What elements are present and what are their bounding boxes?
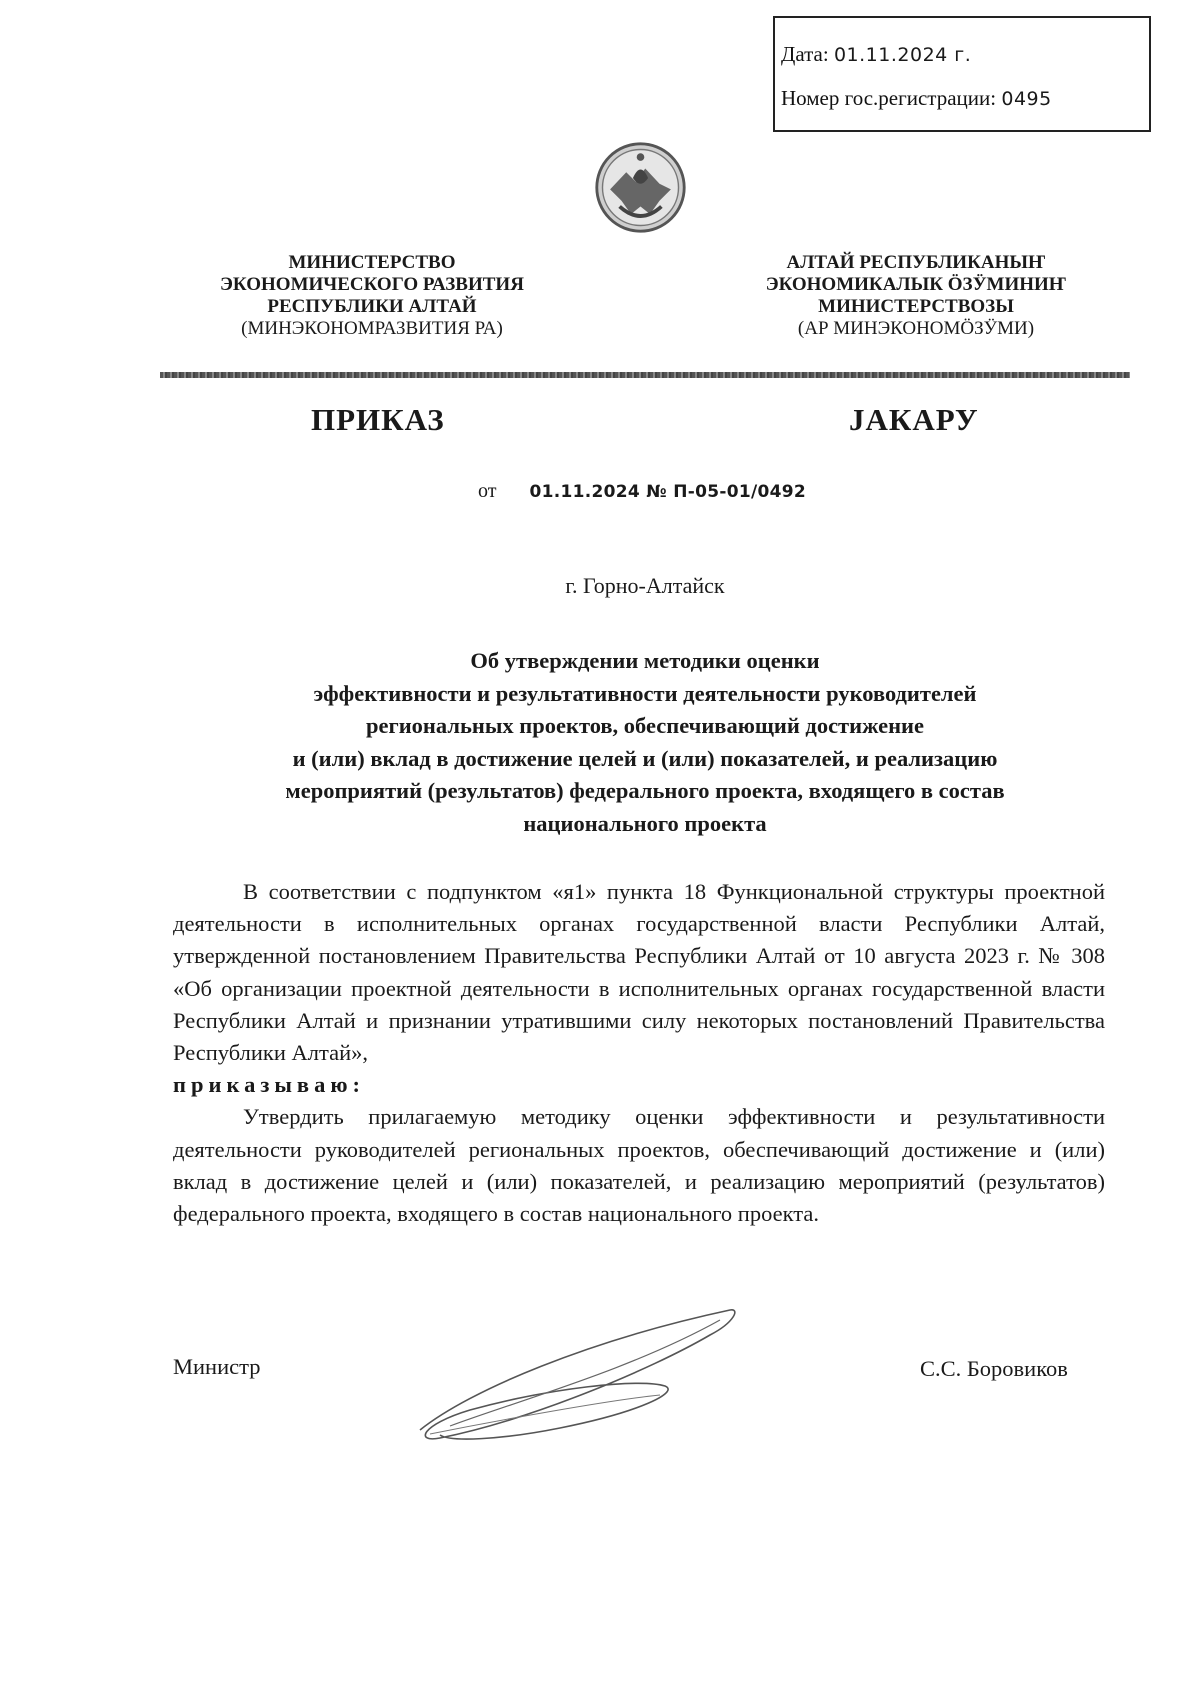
order-date-number <box>478 480 806 503</box>
ministry-header-left-line-1: МИНИСТЕРСТВО <box>288 252 456 273</box>
body-paragraph-1: В соответствии с подпунктом «я1» пункта 18 Функциональной структуры проектной деятельности в исполнительных органах государственной власти Республики Алтай, утвержденной постановлением Правительства Республики Алтай от 10 августа 2023 г. № 308 «Об организации проектной деятельности в исполнительных органах государственной власти Республики Алтай и признании утратившими силу некоторых постановлений Правительства Республики Алтай», <box>173 879 1105 1066</box>
ministry-header-left-line-3: РЕСПУБЛИКИ АЛТАЙ <box>267 296 477 317</box>
ministry-header-right-line-3: МИНИСТЕРСТВОЗЫ <box>818 296 1014 317</box>
order-number: 01.11.2024 № П-05-01/0492 <box>529 482 806 502</box>
city-line: г. Горно-Алтайск <box>565 573 725 598</box>
registration-number-value: 0495 <box>1001 88 1052 110</box>
title-line-2: эффективности и результативности деятельности руководителей <box>313 680 977 706</box>
signer-role: Министр <box>173 1354 261 1379</box>
ministry-header-right-abbr: (АР МИНЭКОНОМӦЗӰМИ) <box>797 318 1035 339</box>
body-command: приказываю: <box>173 1072 366 1098</box>
document-body <box>173 876 1105 1230</box>
registration-stamp <box>773 16 1151 132</box>
title-line-4: и (или) вклад в достижение целей и (или) показателей, и реализацию <box>292 745 998 771</box>
ministry-header-altai <box>706 252 1126 340</box>
ministry-header-russian <box>162 252 582 340</box>
doc-type-altai: JАКАРУ <box>849 402 979 437</box>
handwritten-signature-icon <box>410 1300 750 1450</box>
order-date-prefix: от <box>478 480 497 502</box>
ministry-header-left-line-2: ЭКОНОМИЧЕСКОГО РАЗВИТИЯ <box>220 274 524 295</box>
document-title <box>175 645 1115 840</box>
ministry-header-left-abbr: (МИНЭКОНОМРАЗВИТИЯ РА) <box>241 318 503 339</box>
registration-date-label: Дата: <box>781 42 829 66</box>
registration-number-row <box>781 86 1052 111</box>
body-paragraph-2: Утвердить прилагаемую методику оценки эффективности и результативности деятельности руководителей региональных проектов, обеспечивающий достижение и (или) вклад в достижение целей и (или) показателей, и реализацию мероприятий (результатов) федерального проекта, входящего в состав национального проекта. <box>173 1104 1105 1227</box>
registration-date-value: 01.11.2024 г. <box>833 44 972 66</box>
registration-number-label: Номер гос.регистрации: <box>781 86 997 110</box>
ministry-header-right-line-2: ЭКОНОМИКАЛЫК ӦЗӰМИНИҤ <box>765 274 1067 295</box>
title-line-5: мероприятий (результатов) федерального проекта, входящего в состав <box>285 778 1005 803</box>
registration-date-row <box>781 42 971 67</box>
coat-of-arms-icon <box>593 140 688 235</box>
header-divider <box>160 372 1130 378</box>
title-line-1: Об утверждении методики оценки <box>470 648 820 673</box>
ministry-header-right-line-1: АЛТАЙ РЕСПУБЛИКАНЫҤ <box>786 252 1046 273</box>
doc-type-russian: ПРИКАЗ <box>311 402 445 437</box>
signer-name: С.С. Боровиков <box>920 1356 1068 1381</box>
title-line-6: национального проекта <box>523 810 767 836</box>
title-line-3: региональных проектов, обеспечивающий достижение <box>366 713 924 738</box>
